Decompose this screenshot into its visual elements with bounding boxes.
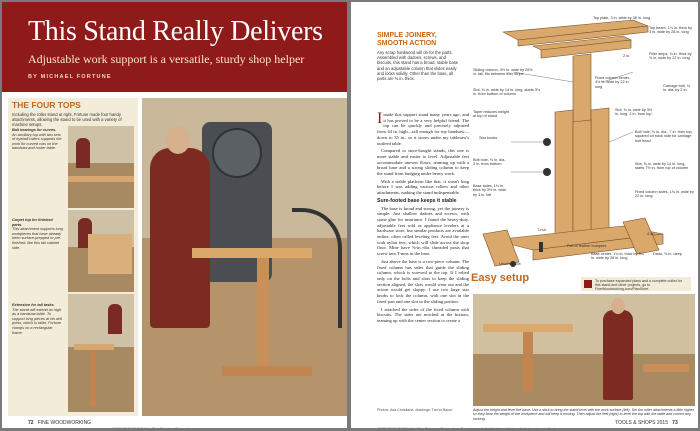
diagram-label: 4 in. [647,232,655,236]
four-tops-item [12,218,64,250]
extension-top-photo [68,294,134,412]
diagram-label: Bolt hole, ⅜ in. dia., 3 in. from bottom [473,158,507,167]
article-title: This Stand Really Delivers [28,16,323,47]
byline: BY MICHAEL FORTUNE [28,74,112,80]
stand-exploded-diagram [473,12,695,274]
diagram-label: Base center, 1¾ in. thick by 3¼ in. wide by 28 in. long [591,252,644,261]
paragraph: made this support stand many years ago, and it has proved to be a very helpful friend. The top can be quickly and precisely adjusted from 44 in. high—tall enough for my bandsaw—down to 35 in., so it stores under my tablesaw's outfeed table. [377,112,469,146]
diagram-label: Star knobs [479,136,498,140]
plans-icon [584,280,592,288]
easy-setup-heading: Easy setup [471,272,530,284]
right-page [351,2,698,431]
diagram-label: Dado, ⅜ in. deep [653,252,682,256]
diagram-label: Top beam, 1¾ in. thick by 3 in. wide by 28 in. long [649,26,693,35]
joinery-sidebar [377,32,461,81]
diagram-label: Filler strips, ¾ in. thick by ⅝ in. wide by 22 in. long [649,52,692,61]
page-number: 73 [672,420,678,426]
diagram-label: Bolt hole, ⅜ in. dia., 7 in. from top, squared on back side for carriage bolt head [635,130,693,143]
plans-callout-text: To purchase expanded plans and a complete cutlist for this stand and other projects, go to FineWoodworking.com/PlanStore. [595,279,682,292]
copyright-right: COPYRIGHT 2014 by The Taunton Press, Inc. Copying and distribution of this article is not permitted. [377,426,557,431]
paragraph: Compared to store-bought stands, this one is more stable and easier to level. Adjustable feet accommodate uneven floors, teaming up with a broad base and a strong sliding column to keep the stand from budging under heavy work. [377,148,469,177]
article-subtitle: Adjustable work support is a versatile, sturdy shop helper [28,52,305,66]
joinery-text: Any scrap hardwood will do for the parts. Assembled with dadoes, screws, and biscuits, this stand has a broad, stable base and an adjustable column that slides easily and locks solidly. Other than the base, all parts are ¾ in. thick. [377,50,459,82]
plans-callout [581,277,691,291]
paragraph: The base is broad and strong, yet the joinery is simple. Just shallow dadoes and screws, with some glue for insurance. I found the heavy-duty, adjustable feet sold as appliance levelers at a hardware store, but similar products are available online, often called leveling feet. Avoid the ones with nylon feet, which will slide across the shop floor. Mine have ⅝-in.-dia. threaded posts that screw into T-nuts in the base. [377,205,469,257]
paragraph: I attached the sides of the fixed column with biscuits. The sides are notched at the bottom, teaming up with the center section to create a [377,306,469,323]
four-tops-item-text: An auxiliary top with two sets of eyeball rollers supports the work for curved cuts on the bandsaw and router table. [12,132,62,151]
folio-left [28,420,91,426]
diagram-label: Base sides, 1¾ in. thick by 3½ in. wide by 3 in. tall [473,184,507,197]
article-subhead: Sure-footed base keeps it stable [377,197,457,204]
four-tops-item-text: The stand will extend as high as a bandsaw table. To support long pieces at his drill press, which is taller, Fortune clamps on a rectangular frame. [12,307,63,335]
diagram-label: Carriage bolt, ⅜ in. dia. by 2 in. [663,84,691,93]
left-page [2,2,347,431]
main-photo-bandsaw [142,98,347,416]
diagram-label: Top plate, 3 in. wide by 38 in. long [593,16,651,20]
four-tops-item-title: Extension for tall tasks. [12,303,55,307]
diagram-label: Felt or leather bumpers [567,244,607,248]
easy-setup-caption: Adjust the height and level the base. Use a stick to bring the stand level with the work surface (left). Set the roller attachments a little higher, so they bear the weight of the workpiece and will keep it moving. Then adjust the feet (right) to level the top with the table and correct any rocking. [473,408,695,421]
magazine-name: TOOLS & SHOPS 2015 [615,420,668,426]
four-tops-heading: THE FOUR TOPS [12,100,81,110]
folio-right [615,420,678,426]
copyright-left: COPYRIGHT 2014 by The Taunton Press, Inc. [112,426,195,431]
diagram-label: Fixed column sides, 1¾ in. wide by 22 in. long [635,190,694,199]
diagram-label: Taper reduces weight at top of stand. [473,110,510,119]
page-number: 72 [28,420,34,426]
four-tops-item-title: Carpet top for finished parts. [12,218,53,227]
diagram-label: T-nut [537,228,546,232]
carpet-top-photo [68,210,134,292]
article-body [377,112,469,326]
drop-cap: I [377,110,383,127]
four-tops-item-title: Ball bearings for curves. [12,128,57,132]
magazine-name: FINE WOODWORKING [37,420,92,426]
diagram-label: Slot, ⅜ in. wide by 14 in. long, starts 7½ in. from top of column [635,162,689,171]
four-tops-item [12,303,64,335]
paragraph: Just above the base is a two-piece column. The fixed column has sides that guide the sliding column, which is screwed to the top. If I relied only on the bolts and slots to keep the sliding section aligned, the slots would wear out and the action would get sloppy. I use two large star knobs to lock the column, with one slot in the fixed part and one slot in the sliding portion. [377,258,469,304]
diagram-label: Slot, ⅜ in. wide by 14 in. long, starts 3¾ in. from bottom of column [473,88,541,97]
diagram-label: Sliding column, 4½ in. wide by 26½ in. tall, fits between filler strips [473,68,533,77]
joinery-heading: SIMPLE JOINERY, SMOOTH ACTION [377,32,437,47]
four-tops-item [12,128,64,151]
four-tops-sidebar [8,98,138,416]
ball-bearing-top-photo [68,126,134,208]
paragraph: With a stable platform like that, it wasn't long before I was adding various rollers and other attachments, making the stand indispensable. [377,178,469,196]
diagram-label: Fixed column center, 4½ in. wide by 22 in. long [595,76,631,89]
diagram-label: Slot, ⅜ in. wide by 3½ in. long, 2 in. from top [615,108,653,117]
four-tops-intro: Including the roller stand at right, Fortune made four handy attachments, allowing the stand to be used with a variety of machine setups. [12,112,122,127]
four-tops-item-text: This attachment supports long workpieces that have already been surface-prepped or pre-finished, like this tall cabinet side. [12,227,63,250]
diagram-label: Leveling foot [499,262,521,266]
easy-setup-photo [473,294,695,406]
diagram-label: 2 in. [623,54,631,58]
photo-credits: Photos: Asa Christiana; drawings: Trevor Bauer [377,408,453,412]
